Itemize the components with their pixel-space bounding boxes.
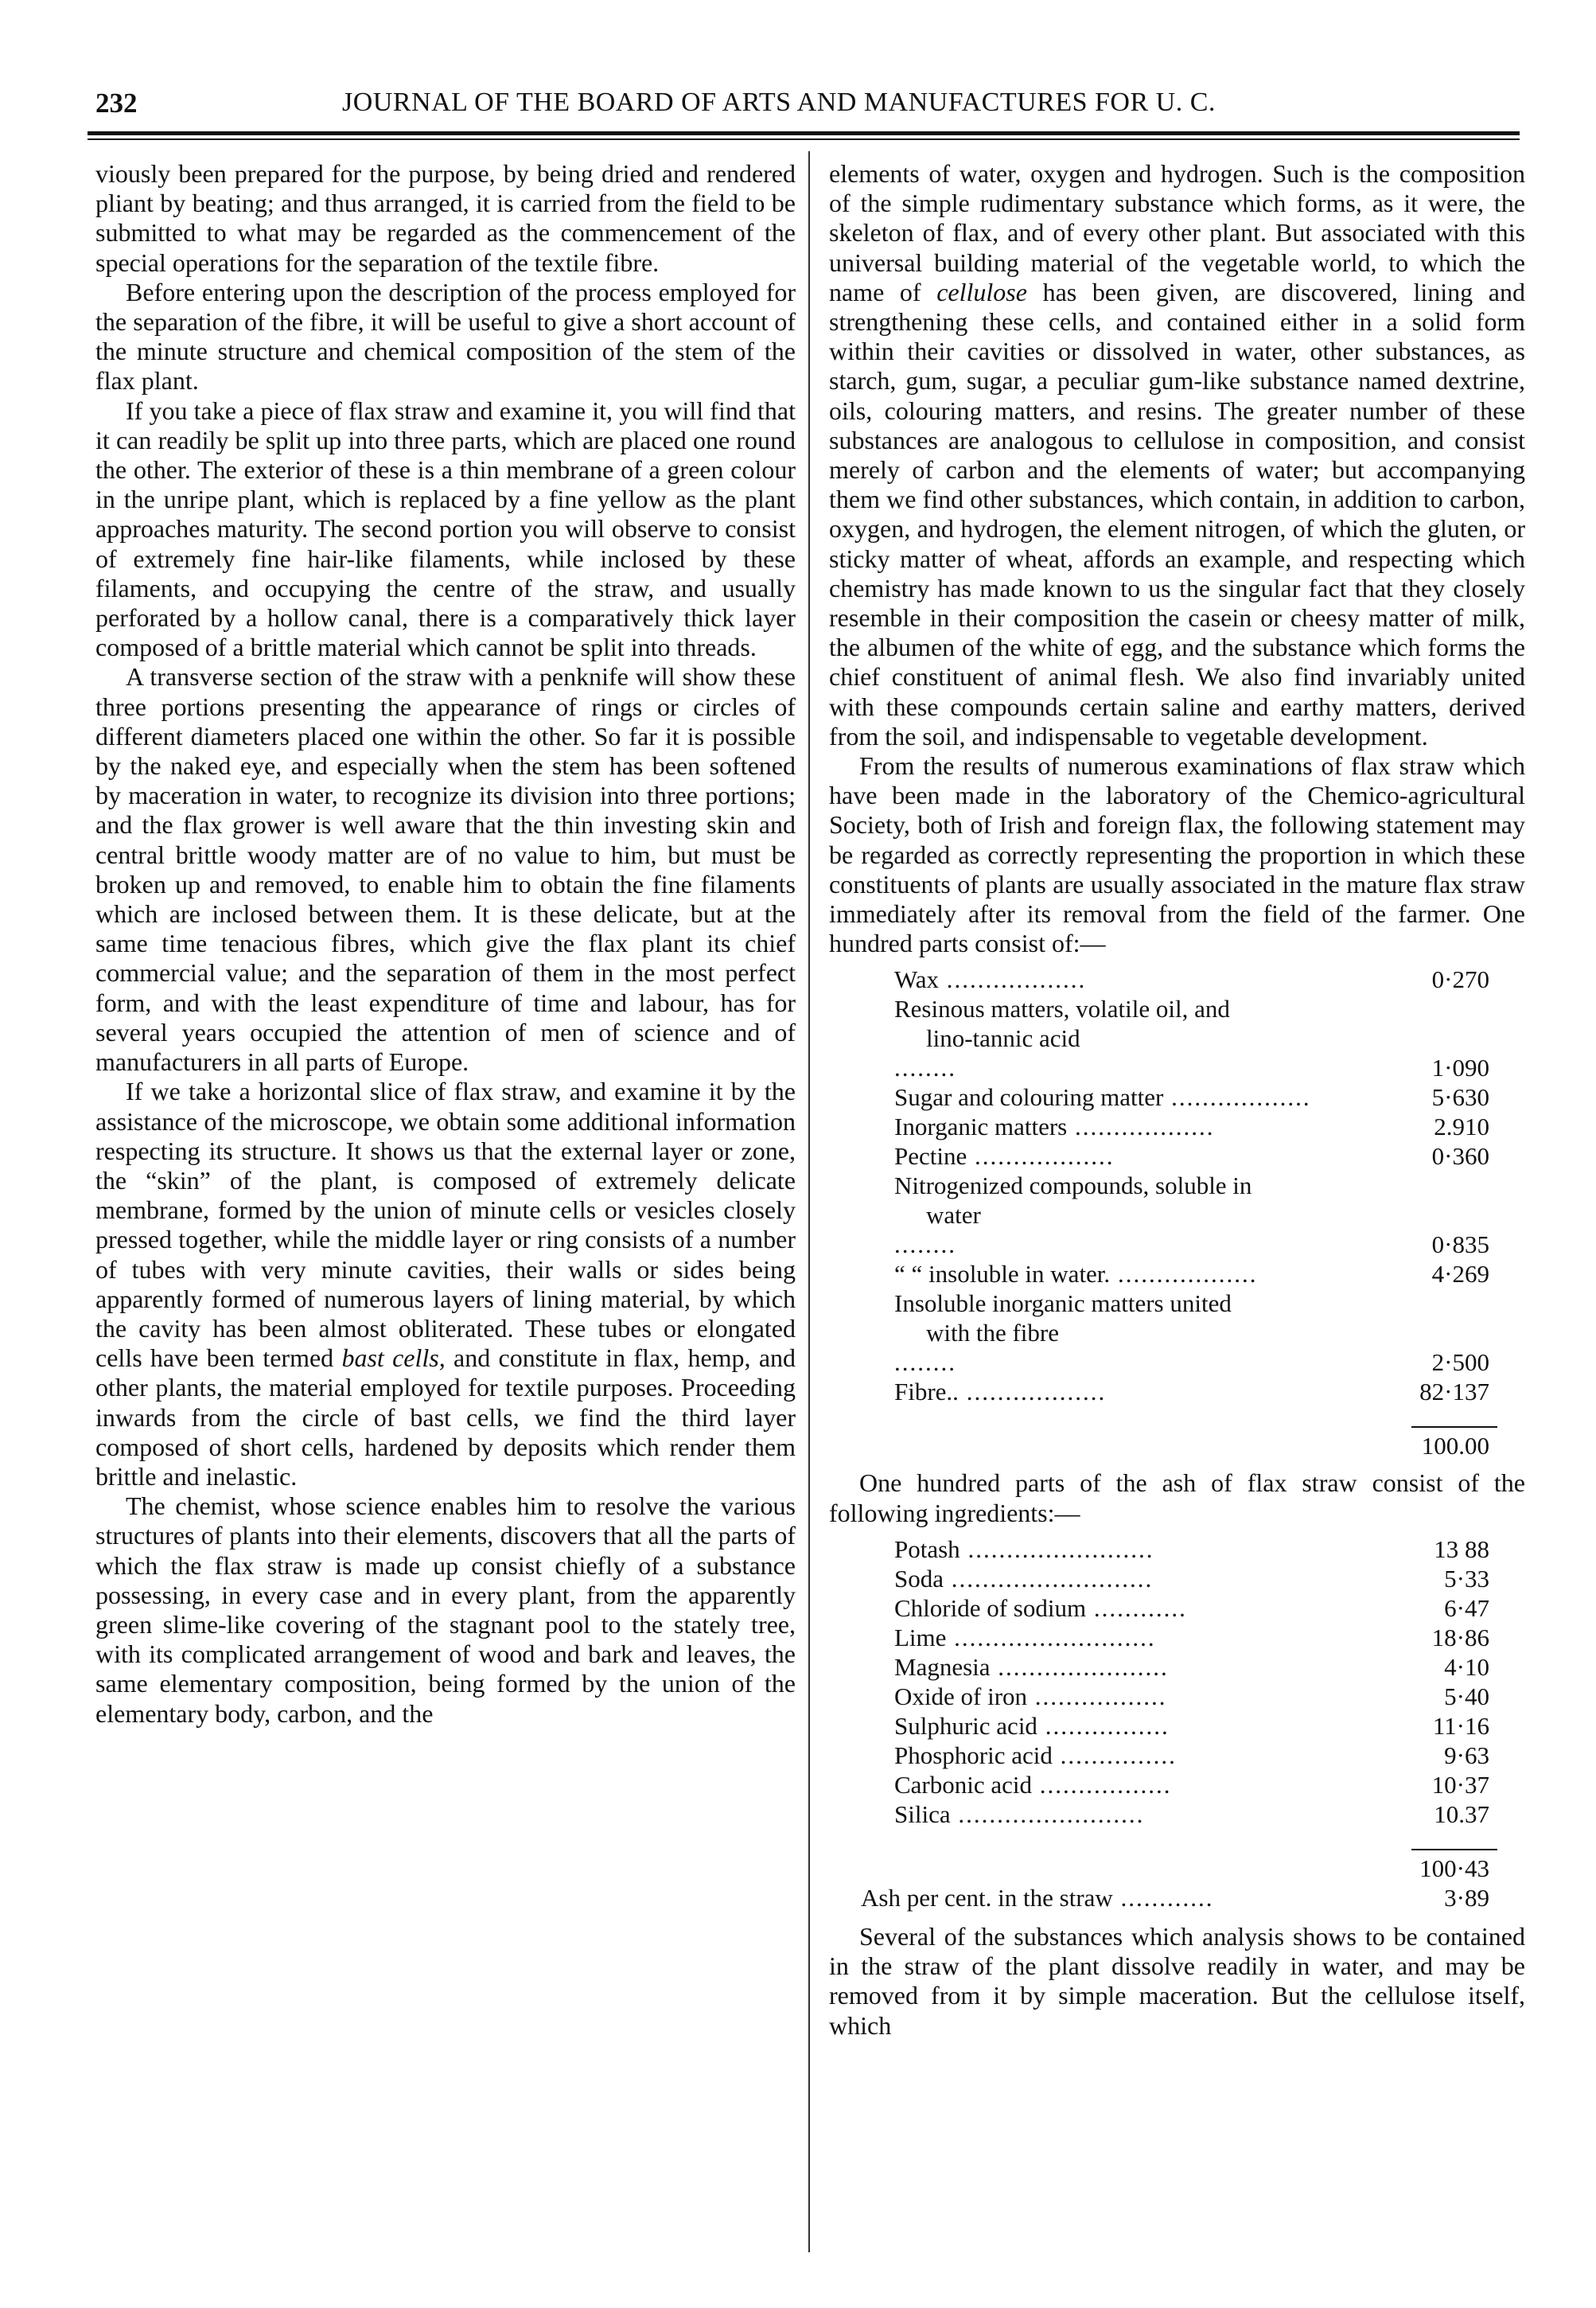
ash-value: 3·89 (1444, 1883, 1489, 1912)
total-label (829, 1427, 1411, 1460)
row-value: 2·500 (1431, 1348, 1489, 1377)
row-label-text: Insoluble inorganic matters united (894, 1289, 1232, 1318)
header-rule-thin (88, 138, 1520, 140)
row-value: 0·270 (1431, 965, 1489, 994)
row-value: 11·16 (1432, 1711, 1489, 1740)
dot-leader: ........................ (950, 1799, 1145, 1828)
ash-table (829, 1534, 1497, 1912)
row-value: 2.910 (1434, 1113, 1489, 1141)
page-header (80, 78, 1528, 126)
row-value: 13 88 (1434, 1534, 1489, 1563)
text-run: and constitute in flax, hemp, and other plants, the material employed for textile purposes. Proceeding inwards from the circle of bast cells, we find the third layer composed of short cells, hardened by deposits which render them brittle and inelastic. (95, 1343, 796, 1491)
page-number: 232 (95, 88, 138, 119)
row-label (829, 1883, 1411, 1912)
table-row (829, 1141, 1497, 1171)
right-column (829, 159, 1525, 2041)
row-value: 0·835 (1431, 1230, 1489, 1259)
row-label (829, 1564, 1411, 1593)
paragraph: The chemist, whose science enables him to resolve the various structures of plants into their elements, discovers that all the parts of which the flax straw is made up consist chiefly of a substance possessing, in every case and in every plant, from the apparently green slime-like covering of the stagnant pool to the stately tree, with its complicated arrangement of wood and bark and leaves, the same elementary composition, being formed by the union of the elementary body, carbon, and the (95, 1491, 796, 1728)
paragraph: If you take a piece of flax straw and examine it, you will find that it can readily be split up into three parts, which are placed one round the other. The exterior of these is a thin membrane of a green colour in the unripe plant, which is replaced by a fine yellow as the plant approaches maturity. The second portion you will observe to consist of extremely fine hair-like filaments, while inclosed by these filaments, and occupying the centre of the straw, and usually perforated by a hollow canal, there is a comparatively thick layer composed of a brittle material which cannot be split into threads. (95, 396, 796, 662)
row-label (829, 1682, 1411, 1711)
row-label-text: “ “ insoluble in water. (894, 1260, 1111, 1289)
paragraph: One hundred parts of the ash of flax straw consist of the following ingredients:— (829, 1468, 1525, 1527)
table-total-row (829, 1850, 1497, 1883)
table-spacer (829, 1406, 1411, 1427)
row-label-text: Potash (894, 1534, 960, 1563)
row-value: 4·269 (1431, 1260, 1489, 1289)
dot-leader: .......................... (946, 1623, 1156, 1651)
dot-leader: ................. (1027, 1682, 1167, 1710)
row-label-text: Magnesia (894, 1652, 991, 1681)
row-label (829, 1799, 1411, 1829)
dot-leader: ................ (1037, 1711, 1170, 1740)
row-label (829, 1377, 1411, 1406)
ash-percent-row (829, 1883, 1497, 1912)
table-row (829, 1082, 1497, 1112)
table-row (829, 1112, 1497, 1141)
table-row (829, 1770, 1497, 1799)
dot-leader: ...................... (990, 1652, 1169, 1681)
table-row (829, 1682, 1497, 1711)
table-spacer (1411, 1406, 1497, 1427)
total-label (829, 1850, 1411, 1883)
table-row (829, 965, 1497, 994)
text-run: If we take a horizontal slice of flax straw, and examine it by the assistance of the microscope, we obtain some additional information respecting its structure. It shows us that the external layer or zone, the “skin” of the plant, is composed of extremely delicate membrane, formed by the union of minute cells or vesicles closely pressed together, while the middle layer or ring consists of a number of tubes with very minute cavities, their walls or sides being apparently formed of numerous layers of lining material, by which the cavity has been almost obliterated. These tubes or elongated cells have been termed (95, 1077, 796, 1373)
row-label-text: Pectine (894, 1142, 967, 1171)
dot-leader: .................. (1163, 1083, 1311, 1112)
dot-leader: ............ (1112, 1883, 1214, 1912)
row-label-text: Lime (894, 1623, 947, 1651)
row-label (829, 994, 1411, 1082)
header-rule-thick (88, 131, 1520, 135)
row-label (829, 1112, 1411, 1141)
row-label (829, 1171, 1411, 1259)
paragraph: Before entering upon the description of the process employed for the separation of the fibre, it will be useful to give a short account of the minute structure and chemical composition of the stem of the flax plant. (95, 277, 796, 396)
row-label (829, 1770, 1411, 1799)
row-value: 5·630 (1431, 1083, 1489, 1112)
table-row (829, 1741, 1497, 1770)
row-label-text: Silica (894, 1799, 951, 1828)
row-label-text: Chloride of sodium (894, 1593, 1087, 1622)
row-label-continuation: water (926, 1201, 981, 1230)
table-total-row (829, 1427, 1497, 1460)
row-label-text: Resinous matters, volatile oil, and (894, 995, 1230, 1023)
table-spacer (1411, 1829, 1497, 1850)
ash-label: Ash per cent. in the straw (861, 1883, 1113, 1912)
row-label-continuation: with the fibre (926, 1319, 1060, 1347)
composition-table (829, 965, 1497, 1460)
row-label-text: Oxide of iron (894, 1682, 1028, 1710)
row-label (829, 1534, 1411, 1564)
dot-leader: ........................ (960, 1534, 1154, 1563)
dot-leader: ............... (1052, 1741, 1177, 1769)
running-head: JOURNAL OF THE BOARD OF ARTS AND MANUFACTURES FOR U. C. (342, 88, 1216, 117)
row-value: 18·86 (1431, 1623, 1489, 1651)
table-row (829, 1564, 1497, 1593)
dot-leader: .................. (967, 1142, 1115, 1171)
row-label (829, 1141, 1411, 1171)
row-label (829, 1289, 1411, 1377)
row-value: 4·10 (1444, 1652, 1489, 1681)
row-value: 82·137 (1419, 1378, 1489, 1406)
dot-leader: .................. (1110, 1260, 1258, 1289)
row-value: 0·360 (1431, 1142, 1489, 1171)
table-row (829, 1171, 1497, 1259)
left-column (95, 159, 796, 1729)
row-value: 6·47 (1444, 1593, 1489, 1622)
row-label (829, 1741, 1411, 1770)
row-value: 9·63 (1444, 1741, 1489, 1769)
row-label-text: Carbonic acid (894, 1770, 1033, 1799)
table-row (829, 1593, 1497, 1623)
paragraph: A transverse section of the straw with a penknife will show these three portions presenting the appearance of rings or circles of different diameters placed one within the other. So far it is possible by the naked eye, and especially when the stem has been softened by maceration in water, to recognize its division into three portions; and the flax grower is well aware that the thin investing skin and central brittle woody matter are of no value to him, but must be broken up and removed, to enable him to obtain the fine filaments which are inclosed between them. It is these delicate, but at the same time tenacious fibres, which give the flax plant its chief commercial value; and the separation of them in the most perfect form, and with the least expenditure of time and labour, has for several years occupied the attention of men of science and of manufacturers in all parts of Europe. (95, 662, 796, 1077)
dot-leader: ........ (894, 1054, 956, 1082)
paragraph (829, 159, 1525, 751)
paragraph (95, 1077, 796, 1491)
row-value: 5·33 (1444, 1564, 1489, 1593)
column-divider (808, 151, 810, 2252)
row-value: 10·37 (1431, 1770, 1489, 1799)
row-label-text: Sulphuric acid (894, 1711, 1037, 1740)
dot-leader: .................. (958, 1378, 1107, 1406)
row-label-text: Fibre.. (894, 1378, 959, 1406)
dot-leader: .................. (1067, 1113, 1215, 1141)
row-value: 10.37 (1434, 1799, 1489, 1828)
dot-leader: ........ (894, 1348, 956, 1377)
text-run: has been given, are discovered, lining and strengthening these cells, and contained either in a solid form within their cavities or dissolved in water, other substances, as starch, gum, sugar, a peculiar gum-like substance named dextrine, oils, colouring matters, and resins. The greater number of these substances are analogous to cellulose in composition, and consist merely of carbon and the elements of water; but accompanying them we find other substances, which contain, in addition to carbon, oxygen, and hydrogen, the element nitrogen, of which the gluten, or sticky matter of wheat, affords an example, and respecting which chemistry has made known to us the singular fact that they closely resemble in their composition the casein or cheesy matter of milk, the albumen of the white of egg, and the substance which forms the chief constituent of animal flesh. We also find invariably united with these compounds certain saline and earthy matters, derived from the soil, and indispensable to vegetable development. (829, 277, 1526, 750)
dot-leader: ........ (894, 1230, 956, 1259)
row-label (829, 1623, 1411, 1652)
table-row (829, 994, 1497, 1082)
row-label (829, 1259, 1411, 1289)
table-row (829, 1259, 1497, 1289)
table-spacer (829, 1829, 1411, 1850)
row-label-continuation: lino-tannic acid (926, 1024, 1080, 1053)
dot-leader: .................. (939, 965, 1087, 994)
row-label (829, 1082, 1411, 1112)
table-row (829, 1652, 1497, 1682)
italic-term: cellulose (936, 277, 1027, 306)
dot-leader: ................. (1032, 1770, 1172, 1799)
row-label-text: Soda (894, 1564, 944, 1593)
row-label (829, 1652, 1411, 1682)
row-label-text: Nitrogenized compounds, soluble in (894, 1172, 1252, 1200)
row-value: 5·40 (1444, 1682, 1489, 1710)
row-label (829, 1593, 1411, 1623)
dot-leader: ............ (1086, 1593, 1187, 1622)
table-row (829, 1534, 1497, 1564)
italic-term: bast cells, (341, 1343, 446, 1373)
paragraph: From the results of numerous examinations of flax straw which have been made in the laboratory of the Chemico-agricultural Society, both of Irish and foreign flax, the following statement may be regarded as correctly representing the proportion in which these constituents of plants are usually associated in the mature flax straw immediately after its removal from the field of the farmer. One hundred parts consist of:— (829, 751, 1525, 958)
text-run: elements of water, oxygen and hydrogen. Such is the composition of the simple rudimentary substance which forms, as it were, the skeleton of flax, and of every other plant. But associated with this universal building material of the vegetable world, to which the name of (829, 159, 1525, 306)
row-label-text: Sugar and colouring matter (894, 1083, 1164, 1112)
paragraph: Several of the substances which analysis shows to be contained in the straw of the plant dissolve readily in water, and may be removed from it by simple maceration. But the cellulose itself, which (829, 1921, 1525, 2040)
dot-leader: .......................... (944, 1564, 1154, 1593)
row-value: 1·090 (1431, 1054, 1489, 1082)
paragraph: viously been prepared for the purpose, by being dried and rendered pliant by beating; and thus arranged, it is carried from the field to be submitted to what may be regarded as the commencement of the special operations for the separation of the textile fibre. (95, 159, 796, 277)
table-total: 100.00 (1411, 1427, 1497, 1460)
table-row (829, 1623, 1497, 1652)
table-row (829, 1799, 1497, 1829)
row-label-text: Wax (894, 965, 940, 994)
row-label (829, 965, 1411, 994)
row-label (829, 1711, 1411, 1741)
row-label-text: Inorganic matters (894, 1113, 1068, 1141)
table-row (829, 1289, 1497, 1377)
table-row (829, 1377, 1497, 1406)
table-total: 100·43 (1411, 1850, 1497, 1883)
row-label-text: Phosphoric acid (894, 1741, 1053, 1769)
table-row (829, 1711, 1497, 1741)
